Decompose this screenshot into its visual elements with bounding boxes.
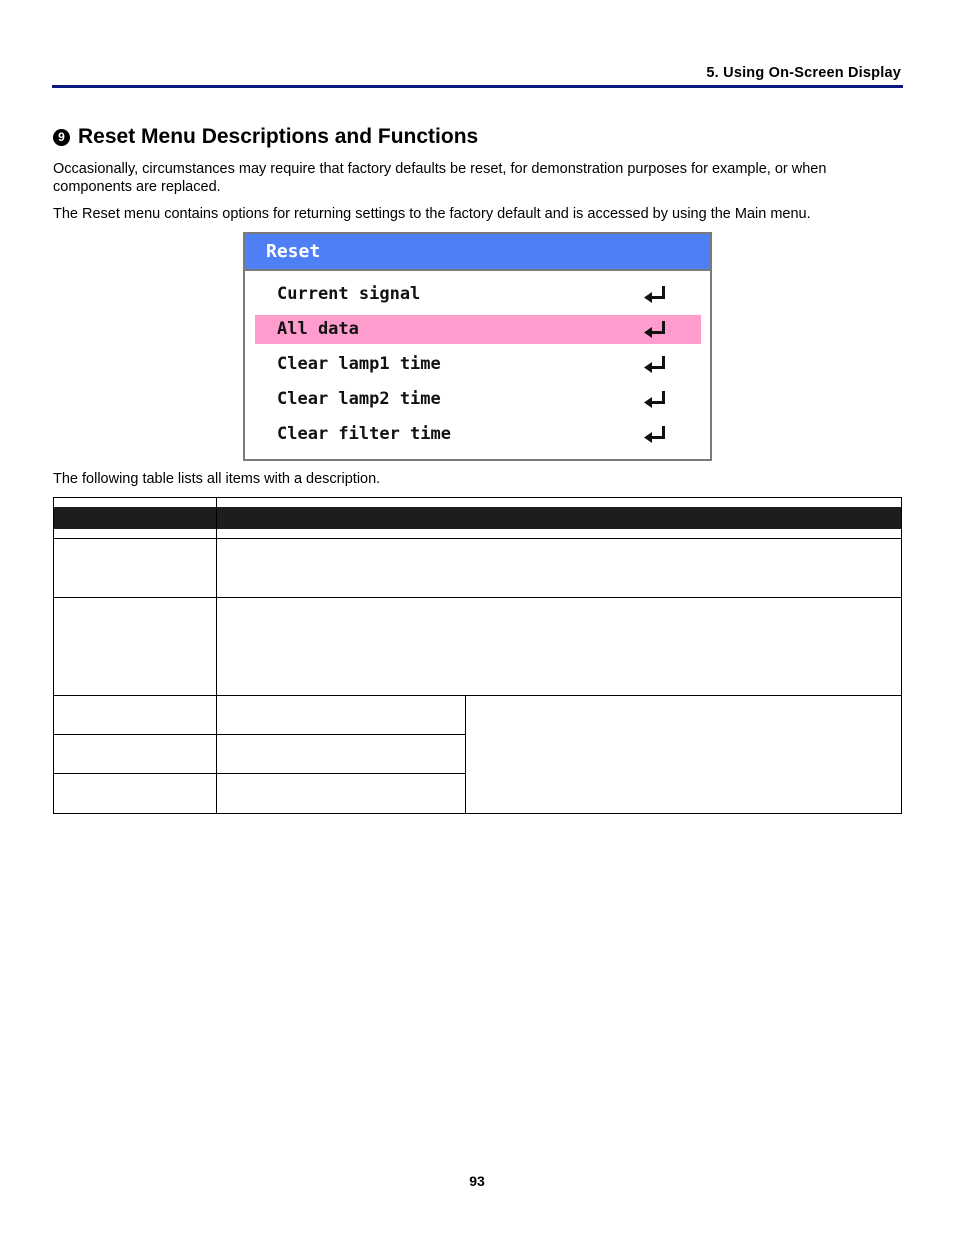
header-rule <box>52 85 903 88</box>
table-cell-merged <box>466 696 902 814</box>
table-cell <box>54 735 217 774</box>
enter-icon <box>643 355 667 375</box>
header-title: 5. Using On-Screen Display <box>706 65 901 81</box>
osd-item-label: All data <box>277 319 359 339</box>
reset-items-table <box>53 497 902 814</box>
table-cell <box>54 696 217 735</box>
table-header-cell-item <box>54 498 217 539</box>
table-cell <box>54 598 217 696</box>
osd-item-label: Clear lamp1 time <box>277 354 441 374</box>
osd-title: Reset <box>266 241 321 262</box>
table-cell <box>217 774 466 814</box>
osd-item-clear-filter-time[interactable] <box>255 420 701 449</box>
enter-icon <box>643 425 667 445</box>
section-number-badge: 9 <box>53 129 70 146</box>
table-header-row <box>54 498 902 539</box>
table-intro-paragraph: The following table lists all items with a description. <box>53 471 381 487</box>
header-bar <box>54 507 216 529</box>
enter-icon <box>643 285 667 305</box>
osd-item-all-data[interactable] <box>255 315 701 344</box>
page-number: 93 <box>469 1173 485 1189</box>
table-cell <box>217 735 466 774</box>
osd-item-clear-lamp1-time[interactable] <box>255 350 701 379</box>
table-header-cell-description <box>217 498 902 539</box>
osd-item-current-signal[interactable] <box>255 280 701 309</box>
osd-title-bar <box>245 234 710 271</box>
table-cell <box>54 774 217 814</box>
osd-item-label: Current signal <box>277 284 421 304</box>
header-bar <box>217 507 901 529</box>
enter-icon <box>643 320 667 340</box>
intro-paragraph: Occasionally, circumstances may require that factory defaults be reset, for demonstration purposes for example, or when components are replaced. <box>53 161 827 195</box>
table-row <box>54 598 902 696</box>
section-title <box>53 125 478 149</box>
table-cell <box>217 696 466 735</box>
osd-item-label: Clear filter time <box>277 424 451 444</box>
osd-item-clear-lamp2-time[interactable] <box>255 385 701 414</box>
table-cell <box>54 539 217 598</box>
table-row <box>54 539 902 598</box>
table-cell <box>217 598 902 696</box>
table-row <box>54 696 902 735</box>
table-cell <box>217 539 902 598</box>
section-title-text: Reset Menu Descriptions and Functions <box>78 125 479 148</box>
osd-item-label: Clear lamp2 time <box>277 389 441 409</box>
reset-osd-menu <box>243 232 712 461</box>
access-paragraph: The Reset menu contains options for returning settings to the factory default and is accessed by using the Main menu. <box>53 206 811 222</box>
enter-icon <box>643 390 667 410</box>
